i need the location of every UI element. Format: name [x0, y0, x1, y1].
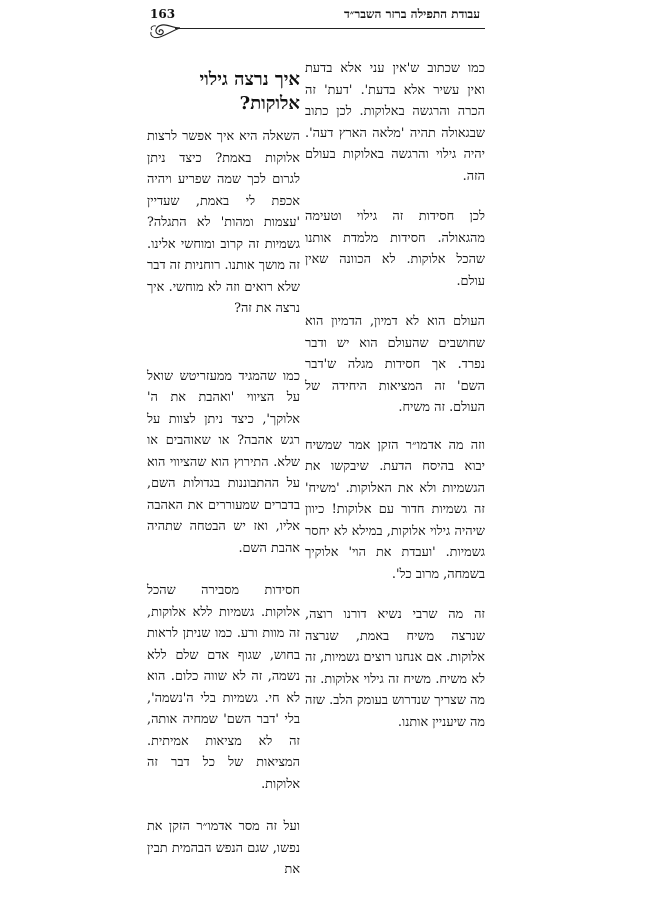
header-rule: [175, 28, 485, 29]
page-number: 163: [150, 7, 176, 21]
section-heading: איך נרצה גילוי אלוקות?: [199, 69, 300, 114]
book-title: עבודת התפילה ברזר השבר״ד: [343, 6, 480, 21]
paragraph: וזה מה אדמו״ר הזקן אמר שמשיח יבוא בהיסח הדעת. שיבקשו את הגשמיות ולא את האלוקות. 'משיח' זה גשמיות חדור עם אלוקות! כיוון שיהיה גילוי אלוקות, במילא לא יחסר גשמיות. 'ועבדת את הוי' אלוקיך בשמחה, מרוב כל'.: [305, 437, 485, 582]
running-header: [150, 4, 480, 24]
paragraph: לכן חסידות זה גילוי וטעימה מהגאולה. חסידות מלמדת אותנו שהכל אלוקות. לא הכוונה שאין עולם.: [305, 209, 485, 289]
paragraph: ועל זה מסר אדמו״ר הזקן את נפשו, שגם הנפש הבהמית תבין את: [147, 819, 300, 877]
right-column: [305, 58, 485, 752]
flourish-ornament-icon: [148, 20, 182, 40]
paragraph: כמו שהמגיד ממעזריטש שואל על הציווי 'ואהבת את ה' אלוקך', כיצד ניתן לצוות על רגש אהבה? או שאוהבים או שלא. התירוץ הוא שהציווי הוא על ההתבוננות בגדולות השם, בדברים שמעוררים את האהבה אליו, ואז יש הבטחה שתהיה אהבת השם.: [147, 368, 300, 556]
left-column: [147, 68, 300, 902]
paragraph: חסידות מסבירה שהכל אלוקות. גשמיות ללא אלוקות, זה מוות ורע. כמו שניתן לראות בחוש, שגוף אדם שלם ללא נשמה, זה לא שווה כלום. הוא לא חי. גשמיות בלי ה'נשמה', בלי 'דבר השם' שמחיה אותה, זה לא מציאות אמיתית. המציאות של כל דבר זה אלוקות.: [147, 583, 300, 792]
paragraph: זה מה שרבי נשיא דורנו רוצה, שנרצה משיח באמת, שנרצה אלוקות. אם אנחנו רוצים גשמיות, זה לא משיח. משיח זה גילוי אלוקות. זה מה שצריך שנדרוש בעומק הלב. שזה מה שיעניין אותנו.: [305, 607, 485, 730]
paragraph: העולם הוא לא דמיון, הדמיון הוא שחושבים שהעולם הוא יש ודבר נפרד. אך חסידות מגלה ש'דבר השם' זה המציאות היחידה של העולם. זה משיח.: [305, 314, 485, 415]
paragraph: השאלה היא איך אפשר לרצות אלוקות באמת? כיצד ניתן לגרום לכך שמה שפריע ויהיה אכפת לי באמת, שעדיין 'עצמות ומהות' לא התגלה? גשמיות זה קרוב ומוחשי אלינו. זה מושך אותנו. רוחניות זה דבר שלא רואים וזה לא מוחשי. איך נרצה את זה?: [146, 129, 300, 316]
paragraph: כמו שכתוב ש'אין עני אלא בדעת ואין עשיר אלא בדעת'. 'דעת' זה הכרה והרגשה באלוקות. לכן כתוב שבגאולה תהיה 'מלאה הארץ דעה'. יהיה גילוי והרגשה באלוקות בעולם הזה.: [305, 61, 485, 184]
